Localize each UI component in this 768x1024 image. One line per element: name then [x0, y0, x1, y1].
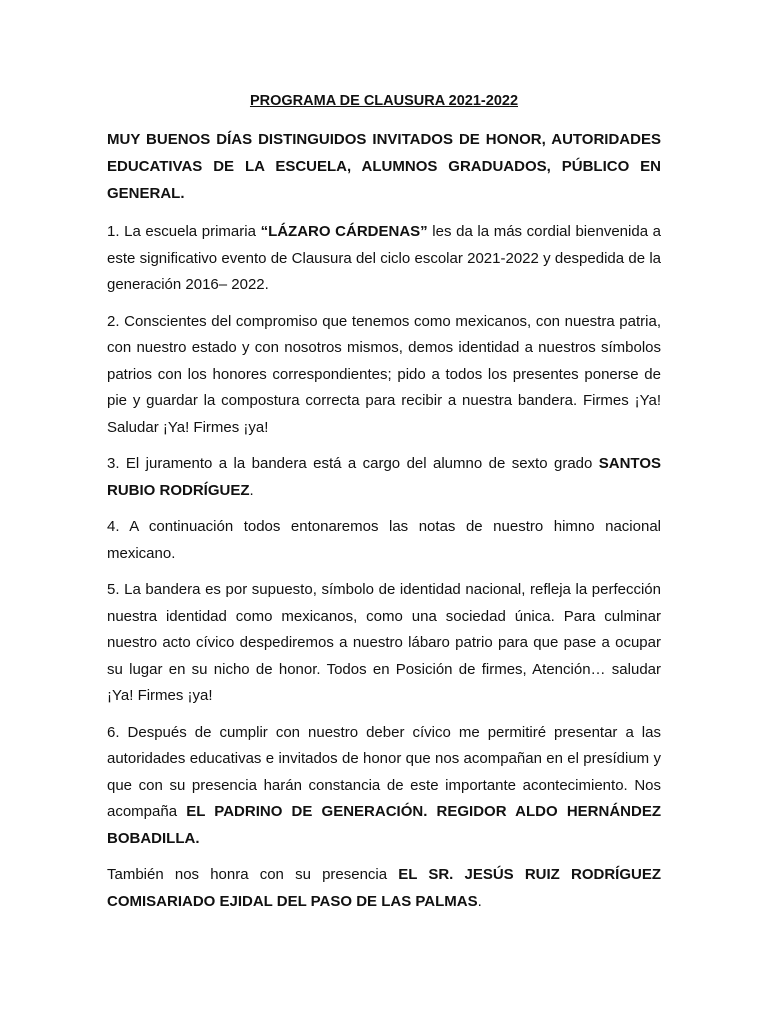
paragraph-3: [107, 451, 661, 504]
paragraph-7-text-c: .: [477, 892, 482, 910]
paragraph-1-text-c: les da la más cordial bienvenida a este significativo evento de Clausura del ciclo escolar 2021-2022 y despedida de la generación 2016– 2022.: [107, 223, 661, 293]
school-name: “LÁZARO CÁRDENAS”: [260, 223, 428, 240]
paragraph-6-text-a: 6. Después de cumplir con nuestro deber cívico me permitiré presentar a las autoridades educativas e invitados de honor que nos acompañan en el presídium y que con su presencia harán constancia de este importante acontecimiento. Nos acompaña: [107, 723, 661, 820]
document-title: PROGRAMA DE CLAUSURA 2021-2022: [249, 93, 519, 109]
paragraph-7: [107, 862, 661, 915]
paragraph-6: [107, 720, 661, 853]
paragraph-1-text-a: 1. La escuela primaria: [107, 223, 261, 240]
paragraph-3-text-a: 3. El juramento a la bandera está a cargo del alumno de sexto grado: [107, 455, 599, 472]
paragraph-1: [107, 219, 661, 299]
greeting-paragraph: MUY BUENOS DÍAS DISTINGUIDOS INVITADOS DE HONOR, AUTORIDADES EDUCATIVAS DE LA ESCUELA, ALUMNOS GRADUADOS, PÚBLICO EN GENERAL.: [107, 131, 661, 202]
guest-name: EL SR. JESÚS RUIZ RODRÍGUEZ COMISARIADO EJIDAL DEL PASO DE LAS PALMAS: [107, 866, 661, 910]
paragraph-2: 2. Conscientes del compromiso que tenemos como mexicanos, con nuestra patria, con nuestro estado y con nosotros mismos, demos identidad a nuestros símbolos patrios con los honores correspondientes; pido a todos los presentes ponerse de pie y guardar la compostura correcta para recibir a nuestra bandera. Firmes ¡Ya! Saludar ¡Ya! Firmes ¡ya!: [107, 312, 661, 436]
godfather-name: EL PADRINO DE GENERACIÓN. REGIDOR ALDO HERNÁNDEZ BOBADILLA.: [107, 803, 662, 847]
paragraph-7-text-a: También nos honra con su presencia: [107, 866, 399, 883]
student-name: SANTOS RUBIO RODRÍGUEZ: [107, 455, 661, 499]
paragraph-5: 5. La bandera es por supuesto, símbolo de identidad nacional, refleja la perfección nuestra identidad como mexicanos, como una sociedad única. Para culminar nuestro acto cívico despediremos a nuestro lábaro patrio para que pase a ocupar su lugar en su nicho de honor. Todos en Posición de firmes, Atención… saludar ¡Ya! Firmes ¡ya!: [107, 581, 661, 704]
paragraph-3-text-c: .: [249, 481, 254, 499]
paragraph-4: 4. A continuación todos entonaremos las notas de nuestro himno nacional mexicano.: [107, 518, 661, 562]
